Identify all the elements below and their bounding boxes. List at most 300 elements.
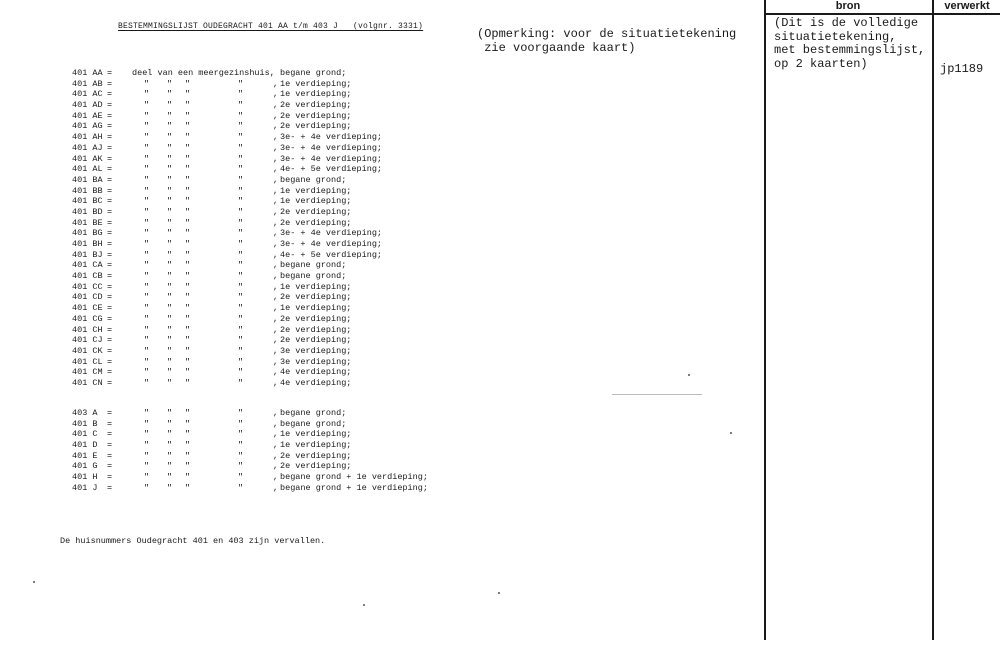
ditto-mark: " — [167, 164, 173, 175]
ditto-mark: " — [238, 100, 244, 111]
ditto-mark: " — [144, 377, 150, 388]
ditto-mark: " — [238, 461, 244, 472]
ditto-mark: " — [238, 121, 244, 132]
bron-line-4: op 2 kaarten) — [774, 56, 868, 71]
ditto-mark: " — [185, 196, 191, 207]
entry-floor: 3e- + 4e verdieping; — [280, 153, 383, 164]
equals-sign: = — [107, 132, 113, 143]
entry-code: 401 J — [72, 482, 98, 493]
ditto-mark: " — [238, 249, 244, 260]
entry-code: 401 AG — [72, 121, 103, 132]
entry-floor: 1e verdieping; — [280, 185, 352, 196]
ditto-mark: " — [185, 174, 191, 185]
entry-code: 401 CG — [72, 313, 103, 324]
equals-sign: = — [107, 121, 113, 132]
entry-floor: 1e verdieping; — [280, 303, 352, 314]
comma: , — [273, 418, 279, 429]
comma: , — [273, 461, 279, 472]
ditto-mark: " — [144, 78, 150, 89]
ditto-mark: " — [185, 367, 191, 378]
ditto-mark: " — [167, 461, 173, 472]
equals-sign: = — [107, 239, 113, 249]
ditto-mark: " — [144, 408, 150, 418]
ditto-mark: " — [167, 472, 173, 483]
entry-floor: 2e verdieping; — [280, 110, 352, 121]
ditto-mark: " — [185, 356, 191, 367]
ditto-mark: " — [144, 206, 150, 217]
equals-sign: = — [107, 356, 113, 367]
ditto-mark: " — [238, 303, 244, 314]
ditto-mark: " — [185, 164, 191, 175]
ditto-mark: " — [238, 206, 244, 217]
ditto-mark: " — [144, 174, 150, 185]
ditto-mark: " — [185, 482, 191, 493]
ditto-mark: " — [167, 78, 173, 89]
entry-code: 401 AB — [72, 78, 103, 89]
equals-sign: = — [107, 303, 113, 314]
ditto-mark: " — [167, 440, 173, 451]
ditto-mark: " — [185, 440, 191, 451]
entry-floor: begane grond; — [280, 260, 347, 271]
ditto-mark: " — [185, 450, 191, 461]
ditto-mark: " — [167, 281, 173, 292]
entry-code: 401 AA — [72, 68, 103, 78]
ditto-mark: " — [185, 418, 191, 429]
comma: , — [273, 440, 279, 451]
sidebar-panel — [764, 0, 1000, 646]
entry-floor: 3e- + 4e verdieping; — [280, 228, 383, 239]
ditto-mark: " — [144, 418, 150, 429]
ditto-mark: " — [144, 260, 150, 271]
ditto-mark: " — [185, 345, 191, 356]
bron-line-2: situatietekening, — [774, 29, 897, 44]
equals-sign: = — [107, 461, 113, 472]
entry-code: 401 CJ — [72, 335, 103, 346]
comma: , — [273, 292, 279, 303]
comma: , — [273, 132, 279, 143]
ditto-mark: " — [144, 356, 150, 367]
equals-sign: = — [107, 142, 113, 153]
ditto-mark: " — [238, 228, 244, 239]
entry-floor: 3e verdieping; — [280, 356, 352, 367]
entry-floor: 3e verdieping; — [280, 345, 352, 356]
comma: , — [273, 482, 279, 493]
ditto-mark: " — [238, 345, 244, 356]
ditto-mark: " — [185, 78, 191, 89]
ditto-mark: " — [167, 377, 173, 388]
entry-code: 401 BG — [72, 228, 103, 239]
speck — [498, 592, 500, 594]
entry-floor: begane grond + 1e verdieping; — [280, 482, 428, 493]
ditto-mark: " — [238, 377, 244, 388]
entry-code: 401 CN — [72, 377, 103, 388]
equals-sign: = — [107, 260, 113, 271]
equals-sign: = — [107, 367, 113, 378]
ditto-mark: " — [167, 153, 173, 164]
entry-floor: 2e verdieping; — [280, 121, 352, 132]
ditto-mark: " — [167, 324, 173, 335]
entry-code: 401 AH — [72, 132, 103, 143]
remark-line-1: (Opmerking: voor de situatietekening — [477, 27, 737, 41]
entry-code: 401 CD — [72, 292, 103, 303]
comma: , — [273, 249, 279, 260]
ditto-mark: " — [144, 249, 150, 260]
speck — [33, 581, 35, 583]
ditto-mark: " — [238, 450, 244, 461]
comma: , — [273, 89, 279, 100]
ditto-mark: " — [185, 89, 191, 100]
equals-sign: = — [107, 164, 113, 175]
bron-line-3: met bestemmingslijst, — [774, 43, 926, 57]
ditto-mark: " — [144, 89, 150, 100]
ditto-mark: " — [185, 281, 191, 292]
ditto-mark: " — [144, 239, 150, 249]
entry-description: deel van een meergezinshuis, — [132, 68, 275, 78]
ditto-mark: " — [238, 324, 244, 335]
equals-sign: = — [107, 472, 113, 483]
equals-sign: = — [107, 335, 113, 346]
ditto-mark: " — [167, 345, 173, 356]
ditto-mark: " — [144, 185, 150, 196]
ditto-mark: " — [185, 217, 191, 228]
ditto-mark: " — [144, 461, 150, 472]
ditto-mark: " — [144, 313, 150, 324]
entry-code: 401 CC — [72, 281, 103, 292]
left-border — [764, 0, 766, 640]
ditto-mark: " — [167, 121, 173, 132]
entry-code: 401 BH — [72, 239, 103, 249]
equals-sign: = — [107, 78, 113, 89]
ditto-mark: " — [167, 239, 173, 249]
ditto-mark: " — [167, 292, 173, 303]
ditto-mark: " — [167, 418, 173, 429]
ditto-mark: " — [238, 356, 244, 367]
ditto-mark: " — [238, 281, 244, 292]
comma: , — [273, 260, 279, 271]
ditto-mark: " — [144, 228, 150, 239]
ditto-mark: " — [238, 367, 244, 378]
entry-floor: 1e verdieping; — [280, 281, 352, 292]
entry-code: 401 CB — [72, 271, 103, 282]
ditto-mark: " — [167, 429, 173, 440]
equals-sign: = — [107, 377, 113, 388]
entry-floor: 1e verdieping; — [280, 429, 352, 440]
equals-sign: = — [107, 313, 113, 324]
entry-floor: 2e verdieping; — [280, 450, 352, 461]
entry-code: 401 BB — [72, 185, 103, 196]
ditto-mark: " — [167, 356, 173, 367]
comma: , — [273, 281, 279, 292]
verwerkt-value: jp1189 — [940, 62, 984, 76]
entry-code: 401 C — [72, 429, 98, 440]
ditto-mark: " — [238, 78, 244, 89]
ditto-mark: " — [238, 472, 244, 483]
ditto-mark: " — [185, 153, 191, 164]
comma: , — [273, 185, 279, 196]
ditto-mark: " — [144, 217, 150, 228]
ditto-mark: " — [144, 335, 150, 346]
equals-sign: = — [107, 271, 113, 282]
equals-sign: = — [107, 228, 113, 239]
ditto-mark: " — [144, 281, 150, 292]
ditto-mark: " — [167, 196, 173, 207]
header-verwerkt: verwerkt — [944, 0, 990, 12]
remark — [477, 27, 736, 55]
ditto-mark: " — [185, 110, 191, 121]
footnote: De huisnummers Oudegracht 401 en 403 zijn vervallen. — [60, 536, 326, 546]
equals-sign: = — [107, 206, 113, 217]
entry-floor: 3e- + 4e verdieping; — [280, 132, 383, 143]
ditto-mark: " — [185, 292, 191, 303]
entry-floor: 2e verdieping; — [280, 335, 352, 346]
equals-sign: = — [107, 345, 113, 356]
entry-floor: begane grond; — [280, 271, 347, 282]
equals-sign: = — [107, 324, 113, 335]
entry-floor: 4e verdieping; — [280, 377, 352, 388]
ditto-mark: " — [144, 472, 150, 483]
equals-sign: = — [107, 440, 113, 451]
ditto-mark: " — [238, 440, 244, 451]
comma: , — [273, 121, 279, 132]
bron-text — [774, 17, 925, 71]
bron-line-1: (Dit is de volledige — [774, 16, 919, 30]
ditto-mark: " — [144, 324, 150, 335]
equals-sign: = — [107, 217, 113, 228]
comma: , — [273, 164, 279, 175]
ditto-mark: " — [185, 228, 191, 239]
faint-line — [612, 394, 702, 395]
ditto-mark: " — [185, 260, 191, 271]
ditto-mark: " — [185, 185, 191, 196]
ditto-mark: " — [167, 185, 173, 196]
entry-code: 401 CK — [72, 345, 103, 356]
entry-floor: 2e verdieping; — [280, 292, 352, 303]
comma: , — [273, 239, 279, 249]
ditto-mark: " — [185, 429, 191, 440]
equals-sign: = — [107, 408, 113, 418]
entry-code: 401 CE — [72, 303, 103, 314]
equals-sign: = — [107, 292, 113, 303]
ditto-mark: " — [167, 110, 173, 121]
ditto-mark: " — [167, 367, 173, 378]
column-divider — [932, 0, 934, 640]
ditto-mark: " — [167, 174, 173, 185]
comma: , — [273, 228, 279, 239]
comma: , — [273, 356, 279, 367]
ditto-mark: " — [238, 185, 244, 196]
equals-sign: = — [107, 196, 113, 207]
entry-code: 401 BC — [72, 196, 103, 207]
equals-sign: = — [107, 185, 113, 196]
comma: , — [273, 78, 279, 89]
ditto-mark: " — [238, 482, 244, 493]
entry-floor: 2e verdieping; — [280, 206, 352, 217]
ditto-mark: " — [238, 429, 244, 440]
ditto-mark: " — [144, 429, 150, 440]
comma: , — [273, 377, 279, 388]
equals-sign: = — [107, 174, 113, 185]
ditto-mark: " — [144, 440, 150, 451]
ditto-mark: " — [144, 153, 150, 164]
ditto-mark: " — [185, 239, 191, 249]
ditto-mark: " — [238, 217, 244, 228]
comma: , — [273, 408, 279, 418]
ditto-mark: " — [167, 450, 173, 461]
equals-sign: = — [107, 100, 113, 111]
ditto-mark: " — [144, 292, 150, 303]
entry-code: 401 BA — [72, 174, 103, 185]
entry-code: 401 BJ — [72, 249, 103, 260]
ditto-mark: " — [238, 196, 244, 207]
comma: , — [273, 367, 279, 378]
entry-code: 403 A — [72, 408, 98, 418]
ditto-mark: " — [185, 249, 191, 260]
entry-code: 401 CH — [72, 324, 103, 335]
ditto-mark: " — [144, 132, 150, 143]
ditto-mark: " — [167, 482, 173, 493]
entry-floor: 2e verdieping; — [280, 461, 352, 472]
entry-code: 401 CM — [72, 367, 103, 378]
entry-floor: begane grond; — [280, 68, 347, 78]
ditto-mark: " — [144, 303, 150, 314]
ditto-mark: " — [185, 408, 191, 418]
ditto-mark: " — [167, 408, 173, 418]
equals-sign: = — [107, 482, 113, 493]
entry-code: 401 AL — [72, 164, 103, 175]
entry-floor: 1e verdieping; — [280, 78, 352, 89]
ditto-mark: " — [238, 408, 244, 418]
ditto-mark: " — [185, 132, 191, 143]
ditto-mark: " — [144, 196, 150, 207]
ditto-mark: " — [167, 271, 173, 282]
comma: , — [273, 429, 279, 440]
equals-sign: = — [107, 68, 113, 78]
ditto-mark: " — [144, 367, 150, 378]
comma: , — [273, 335, 279, 346]
ditto-mark: " — [144, 482, 150, 493]
entry-code: 401 BE — [72, 217, 103, 228]
ditto-mark: " — [185, 313, 191, 324]
entry-floor: 2e verdieping; — [280, 324, 352, 335]
ditto-mark: " — [185, 377, 191, 388]
ditto-mark: " — [238, 174, 244, 185]
ditto-mark: " — [144, 164, 150, 175]
ditto-mark: " — [167, 142, 173, 153]
ditto-mark: " — [167, 260, 173, 271]
speck — [688, 374, 690, 376]
comma: , — [273, 196, 279, 207]
entry-code: 401 AK — [72, 153, 103, 164]
entry-floor: begane grond; — [280, 418, 347, 429]
entry-code: 401 AC — [72, 89, 103, 100]
comma: , — [273, 271, 279, 282]
equals-sign: = — [107, 110, 113, 121]
entry-floor: 4e- + 5e verdieping; — [280, 249, 383, 260]
ditto-mark: " — [144, 450, 150, 461]
equals-sign: = — [107, 249, 113, 260]
ditto-mark: " — [185, 206, 191, 217]
ditto-mark: " — [144, 110, 150, 121]
entry-floor: 2e verdieping; — [280, 100, 352, 111]
entry-code: 401 CA — [72, 260, 103, 271]
ditto-mark: " — [185, 271, 191, 282]
speck — [730, 432, 732, 434]
entry-code: 401 D — [72, 440, 98, 451]
ditto-mark: " — [167, 132, 173, 143]
comma: , — [273, 217, 279, 228]
comma: , — [273, 206, 279, 217]
entry-floor: begane grond + 1e verdieping; — [280, 472, 428, 483]
entry-code: 401 AD — [72, 100, 103, 111]
ditto-mark: " — [167, 249, 173, 260]
ditto-mark: " — [167, 217, 173, 228]
entry-code: 401 BD — [72, 206, 103, 217]
ditto-mark: " — [238, 110, 244, 121]
ditto-mark: " — [144, 142, 150, 153]
ditto-mark: " — [167, 100, 173, 111]
ditto-mark: " — [238, 335, 244, 346]
comma: , — [273, 313, 279, 324]
ditto-mark: " — [144, 100, 150, 111]
equals-sign: = — [107, 418, 113, 429]
entry-code: 401 AE — [72, 110, 103, 121]
equals-sign: = — [107, 450, 113, 461]
equals-sign: = — [107, 429, 113, 440]
entry-code: 401 H — [72, 472, 98, 483]
ditto-mark: " — [238, 271, 244, 282]
list-title: BESTEMMINGSLIJST OUDEGRACHT 401 AA t/m 403 J (volgnr. 3331) — [118, 22, 424, 31]
ditto-mark: " — [238, 164, 244, 175]
comma: , — [273, 142, 279, 153]
entry-floor: 1e verdieping; — [280, 196, 352, 207]
entry-code: 401 B — [72, 418, 98, 429]
ditto-mark: " — [144, 271, 150, 282]
ditto-mark: " — [238, 313, 244, 324]
ditto-mark: " — [185, 100, 191, 111]
ditto-mark: " — [238, 132, 244, 143]
ditto-mark: " — [185, 142, 191, 153]
entry-code: 401 AJ — [72, 142, 103, 153]
ditto-mark: " — [185, 324, 191, 335]
comma: , — [273, 153, 279, 164]
entry-floor: 3e- + 4e verdieping; — [280, 239, 383, 249]
comma: , — [273, 174, 279, 185]
ditto-mark: " — [238, 153, 244, 164]
speck — [363, 604, 365, 606]
comma: , — [273, 303, 279, 314]
entry-floor: 1e verdieping; — [280, 440, 352, 451]
ditto-mark: " — [238, 260, 244, 271]
ditto-mark: " — [144, 121, 150, 132]
entry-floor: 2e verdieping; — [280, 217, 352, 228]
comma: , — [273, 345, 279, 356]
ditto-mark: " — [185, 335, 191, 346]
ditto-mark: " — [238, 89, 244, 100]
entry-floor: begane grond; — [280, 408, 347, 418]
ditto-mark: " — [238, 292, 244, 303]
ditto-mark: " — [167, 313, 173, 324]
entry-code: 401 CL — [72, 356, 103, 367]
entry-floor: begane grond; — [280, 174, 347, 185]
ditto-mark: " — [167, 228, 173, 239]
comma: , — [273, 472, 279, 483]
remark-line-2: zie voorgaande kaart) — [477, 41, 636, 55]
entry-floor: 4e verdieping; — [280, 367, 352, 378]
comma: , — [273, 324, 279, 335]
ditto-mark: " — [238, 418, 244, 429]
comma: , — [273, 450, 279, 461]
ditto-mark: " — [185, 472, 191, 483]
